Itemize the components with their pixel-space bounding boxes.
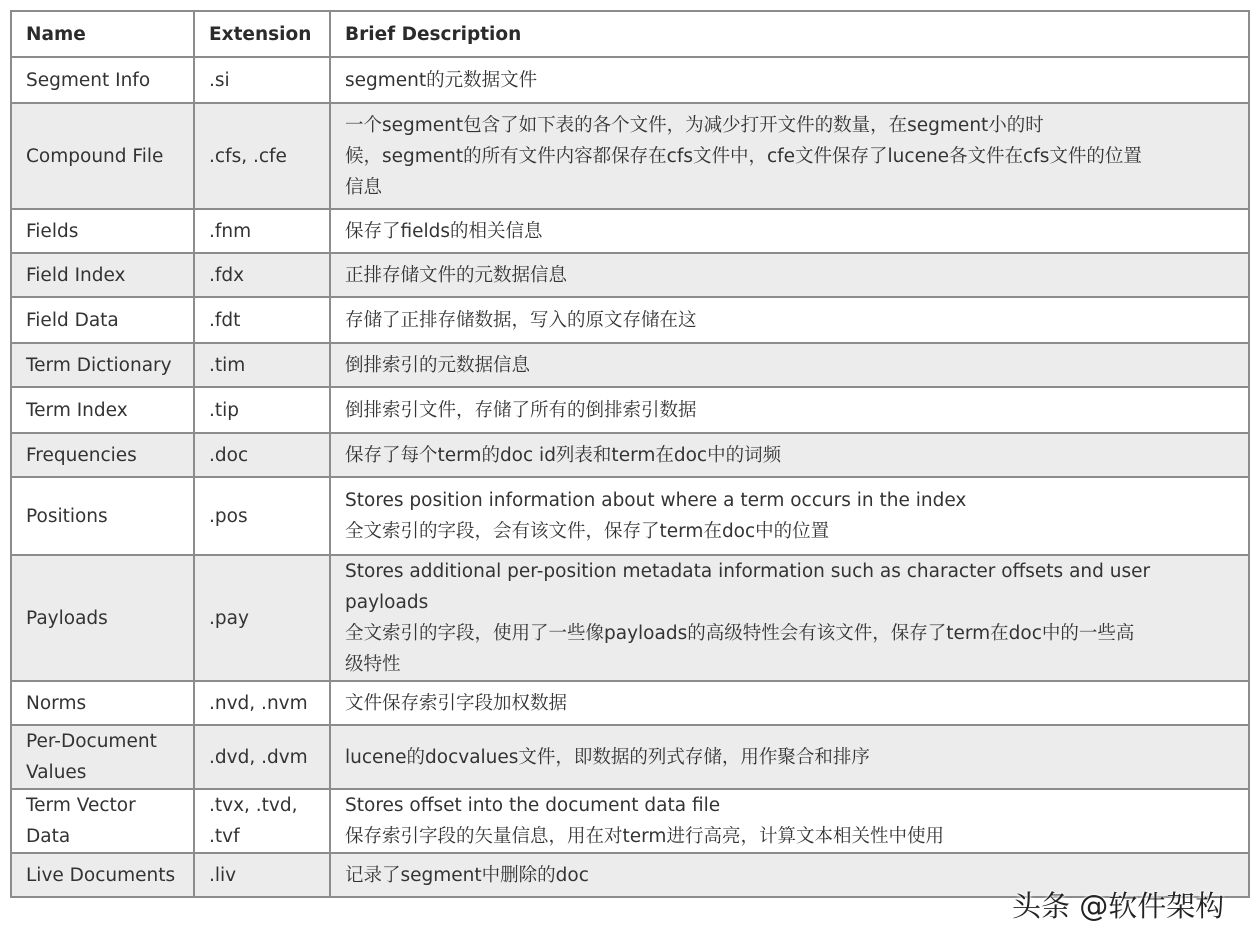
cell-description xyxy=(330,253,1249,297)
table-row xyxy=(11,57,1249,103)
cell-line: 记录了segment中删除的doc xyxy=(345,864,589,886)
cell-name: Compound File xyxy=(11,103,194,209)
cell-line: 全文索引的字段，会有该文件，保存了term在doc中的位置 xyxy=(345,521,830,542)
cell-line: .tvx, .tvd, xyxy=(209,795,298,816)
cell-description xyxy=(330,477,1249,555)
cell-description xyxy=(330,555,1249,681)
watermark: 头条 @软件架构 xyxy=(1012,889,1225,923)
table-row xyxy=(11,477,1249,555)
cell-name: Frequencies xyxy=(11,433,194,477)
cell-line: Stores offset into the document data file xyxy=(345,795,721,816)
table-row xyxy=(11,103,1249,209)
header-description: Brief Description xyxy=(330,11,1249,57)
header-row xyxy=(11,11,1249,57)
cell-extension: .tip xyxy=(194,387,330,433)
cell-description xyxy=(330,343,1249,387)
table-row xyxy=(11,555,1249,681)
cell-name xyxy=(11,789,194,853)
header-name: Name xyxy=(11,11,194,57)
cell-line: Term Vector xyxy=(26,795,136,816)
cell-line: 信息 xyxy=(345,176,383,198)
cell-description xyxy=(330,297,1249,343)
cell-name: Term Index xyxy=(11,387,194,433)
cell-name: Segment Info xyxy=(11,57,194,103)
cell-extension: .nvd, .nvm xyxy=(194,681,330,725)
cell-extension: .fnm xyxy=(194,209,330,253)
cell-line: Per-Document xyxy=(26,731,157,752)
cell-name: Payloads xyxy=(11,555,194,681)
cell-description xyxy=(330,789,1249,853)
cell-line: 保存了fields的相关信息 xyxy=(345,220,543,242)
cell-line: 候，segment的所有文件内容都保存在cfs文件中，cfe文件保存了lucene各文件在cfs文件的位置 xyxy=(345,145,1142,167)
file-format-table xyxy=(10,10,1250,898)
table-row xyxy=(11,343,1249,387)
cell-description xyxy=(330,103,1249,209)
header-extension: Extension xyxy=(194,11,330,57)
cell-extension: .fdx xyxy=(194,253,330,297)
cell-line: lucene的docvalues文件，即数据的列式存储，用作聚合和排序 xyxy=(345,746,870,768)
cell-name: Live Documents xyxy=(11,853,194,897)
cell-line: 文件保存索引字段加权数据 xyxy=(345,692,568,714)
cell-description xyxy=(330,57,1249,103)
cell-extension xyxy=(194,789,330,853)
cell-name xyxy=(11,725,194,789)
cell-line: Values xyxy=(26,762,87,783)
cell-description xyxy=(330,433,1249,477)
cell-line: 倒排索引文件，存储了所有的倒排索引数据 xyxy=(345,399,697,421)
cell-name: Field Data xyxy=(11,297,194,343)
cell-line: 存储了正排存储数据，写入的原文存储在这 xyxy=(345,309,697,331)
cell-line: 全文索引的字段，使用了一些像payloads的高级特性会有该文件，保存了term在doc中的一些高 xyxy=(345,623,1135,644)
cell-name: Term Dictionary xyxy=(11,343,194,387)
cell-line: 保存索引字段的矢量信息，用在对term进行高亮，计算文本相关性中使用 xyxy=(345,826,944,847)
cell-name: Positions xyxy=(11,477,194,555)
cell-description xyxy=(330,209,1249,253)
cell-extension: .pay xyxy=(194,555,330,681)
table-row xyxy=(11,209,1249,253)
cell-line: segment的元数据文件 xyxy=(345,69,538,91)
cell-line: Data xyxy=(26,826,71,847)
table-row xyxy=(11,297,1249,343)
cell-line: 正排存储文件的元数据信息 xyxy=(345,264,568,286)
cell-extension: .doc xyxy=(194,433,330,477)
cell-extension: .liv xyxy=(194,853,330,897)
cell-line: 一个segment包含了如下表的各个文件，为减少打开文件的数量，在segment小的时 xyxy=(345,114,1044,136)
table-row xyxy=(11,725,1249,789)
table-row xyxy=(11,253,1249,297)
cell-description xyxy=(330,387,1249,433)
cell-extension: .si xyxy=(194,57,330,103)
table-row xyxy=(11,433,1249,477)
table-body xyxy=(11,57,1249,897)
cell-line: Stores additional per-position metadata information such as character offsets and user payloads xyxy=(345,561,1151,613)
cell-extension: .pos xyxy=(194,477,330,555)
cell-name: Norms xyxy=(11,681,194,725)
cell-extension: .dvd, .dvm xyxy=(194,725,330,789)
cell-extension: .cfs, .cfe xyxy=(194,103,330,209)
table-row xyxy=(11,789,1249,853)
cell-line: 级特性 xyxy=(345,654,401,675)
table-row xyxy=(11,681,1249,725)
cell-line: .tvf xyxy=(209,826,240,847)
cell-extension: .fdt xyxy=(194,297,330,343)
cell-line: 保存了每个term的doc id列表和term在doc中的词频 xyxy=(345,444,782,466)
cell-description xyxy=(330,681,1249,725)
cell-line: 倒排索引的元数据信息 xyxy=(345,354,531,376)
table-row xyxy=(11,387,1249,433)
cell-line: Stores position information about where a term occurs in the index xyxy=(345,490,967,511)
cell-extension: .tim xyxy=(194,343,330,387)
cell-description xyxy=(330,725,1249,789)
cell-name: Fields xyxy=(11,209,194,253)
cell-name: Field Index xyxy=(11,253,194,297)
